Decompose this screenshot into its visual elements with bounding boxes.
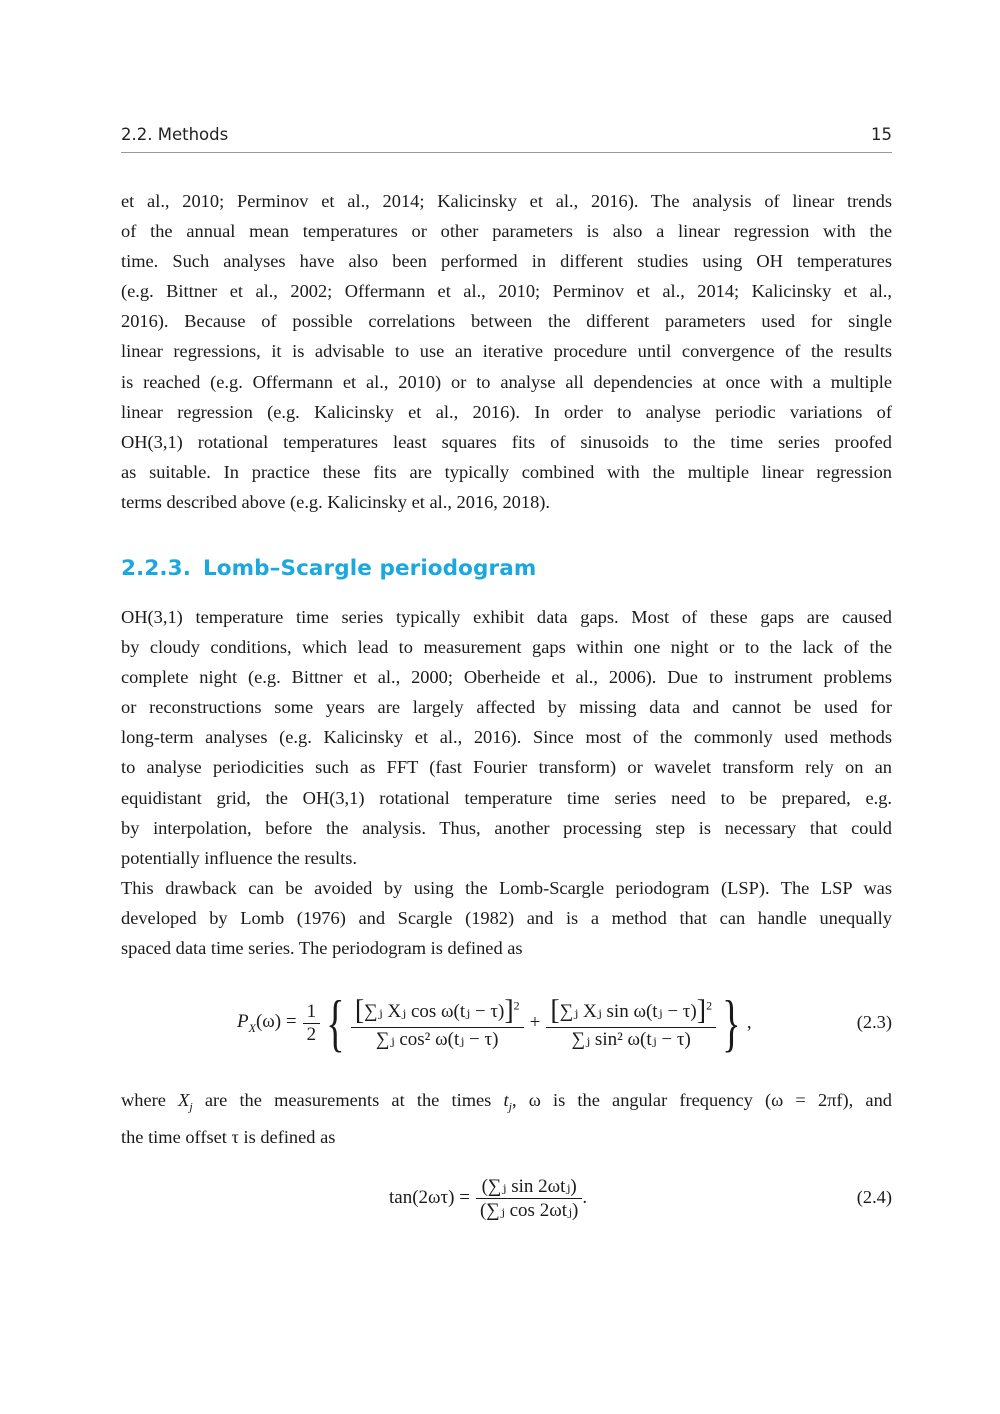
text-line: et al., 2010; Perminov et al., 2014; Kalicinsky et al., 2016). The analysis of linear trends: [121, 191, 892, 211]
text-line: linear regressions, it is advisable to use an iterative procedure until convergence of the results: [121, 341, 892, 362]
text-line: of the annual mean temperatures or other parameters is also a linear regression with the: [121, 221, 892, 242]
text-line: (e.g. Bittner et al., 2002; Offermann et al., 2010; Perminov et al., 2014; Kalicinsky et al.,: [121, 281, 892, 302]
header-section-title: 2.2. Methods: [121, 125, 229, 144]
page-number: 15: [871, 125, 892, 144]
paragraph-data-gaps: [121, 602, 892, 873]
section-heading: [121, 556, 536, 581]
text-line: where $X_j$ are the measurements at the times $t_j$, ω is the angular frequency (ω = 2πf), and: [121, 1090, 892, 1114]
text-line: long-term analyses (e.g. Kalicinsky et al., 2016). Since most of the commonly used methods: [121, 727, 892, 748]
text-line: complete night (e.g. Bittner et al., 2000; Oberheide et al., 2006). Due to instrument problems: [121, 667, 892, 688]
text-line: potentially influence the results.: [121, 847, 357, 868]
paragraph-linear-trends: [121, 186, 892, 517]
text-line: time. Such analyses have also been performed in different studies using OH temperatures: [121, 251, 892, 272]
text-line: developed by Lomb (1976) and Scargle (1982) and is a method that can handle unequally: [121, 908, 892, 929]
paragraph-definitions: [121, 1085, 892, 1152]
equation-2-3: $P_X(\omega)$ = $\frac{1}{2}$ { $\frac{[\sum ⱼ Xⱼ \cos \omega(tⱼ - \tau)]^2}{\text{∑ⱼ cos² ω(tⱼ − τ)}}$ + $\frac{[\sum ⱼ Xⱼ \sin \omega(tⱼ - \tau)]^2}{\text{∑ⱼ sin² ω(tⱼ − τ)}}$ } , (2.3): [237, 987, 892, 1058]
text-line: or reconstructions some years are largely affected by missing data and cannot be used for: [121, 697, 892, 718]
eq-lhs: tan(2ωτ) =: [389, 1187, 470, 1208]
text-line: by interpolation, before the analysis. Thus, another processing step is necessary that could: [121, 817, 892, 838]
half-fraction: $\frac{1}{2}$: [303, 1001, 321, 1046]
equation-2-4: tan(2ωτ) = $\frac{\text{(∑ⱼ sin 2ωtⱼ)}}{\text{(∑ⱼ cos 2ωtⱼ)}}$ . (2.4): [389, 1175, 892, 1221]
text-line: terms described above (e.g. Kalicinsky et al., 2016, 2018).: [121, 491, 550, 512]
eq-lhs: $P_X(\omega)$ =: [237, 1010, 297, 1035]
right-brace: }: [722, 987, 741, 1058]
text-line: the time offset τ is defined as: [121, 1126, 336, 1147]
equation-number: (2.3): [856, 1012, 892, 1032]
paragraph-lsp-intro: [121, 873, 892, 963]
sin-term-fraction: $\frac{[\sum ⱼ Xⱼ \sin \omega(tⱼ - \tau)]^2}{\text{∑ⱼ sin² ω(tⱼ − τ)}}$: [546, 995, 716, 1051]
text-line: as suitable. In practice these fits are typically combined with the multiple linear regression: [121, 461, 892, 482]
text-line: by cloudy conditions, which lead to measurement gaps within one night or to the lack of the: [121, 637, 892, 658]
text-line: is reached (e.g. Offermann et al., 2010) or to analyse all dependencies at once with a multiple: [121, 371, 892, 392]
text-line: OH(3,1) rotational temperatures least squares fits of sinusoids to the time series proofed: [121, 431, 892, 452]
text-line: to analyse periodicities such as FFT (fast Fourier transform) or wavelet transform rely on an: [121, 757, 892, 778]
tan-fraction: $\frac{\text{(∑ⱼ sin 2ωtⱼ)}}{\text{(∑ⱼ cos 2ωtⱼ)}}$: [476, 1175, 582, 1222]
text-line: equidistant grid, the OH(3,1) rotational temperature time series need to be prepared, e.g.: [121, 787, 892, 808]
text-line: This drawback can be avoided by using the Lomb-Scargle periodogram (LSP). The LSP was: [121, 878, 892, 898]
text-line: 2016). Because of possible correlations between the different parameters used for single: [121, 311, 892, 332]
text-line: OH(3,1) temperature time series typically exhibit data gaps. Most of these gaps are caused: [121, 607, 892, 627]
running-header: [121, 124, 892, 153]
text-line: linear regression (e.g. Kalicinsky et al., 2016). In order to analyse periodic variations of: [121, 401, 892, 422]
section-title: Lomb–Scargle periodogram: [202, 556, 537, 581]
left-brace: {: [326, 987, 345, 1058]
equation-number: (2.4): [856, 1187, 892, 1207]
text-line: spaced data time series. The periodogram is defined as: [121, 938, 523, 959]
section-number: 2.2.3.: [121, 556, 191, 581]
cos-term-fraction: $\frac{[\sum ⱼ Xⱼ \cos \omega(tⱼ - \tau)]^2}{\text{∑ⱼ cos² ω(tⱼ − τ)}}$: [351, 995, 524, 1051]
